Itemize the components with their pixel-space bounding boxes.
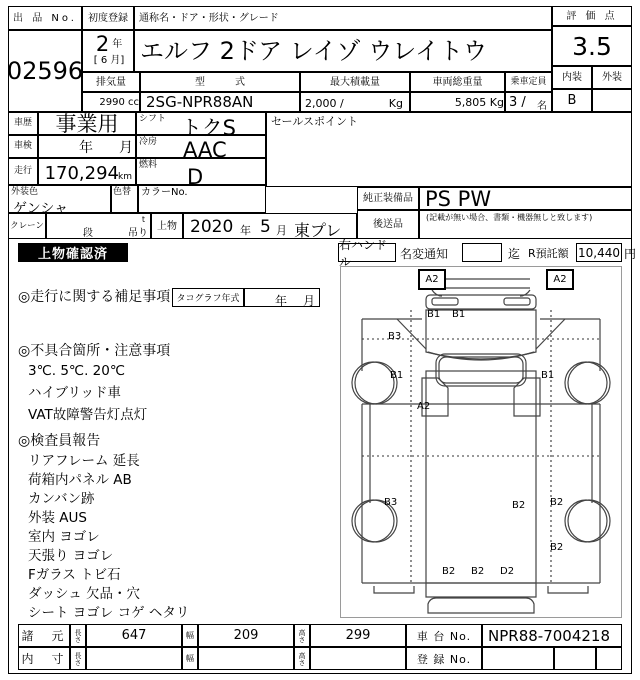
interior-value: B [567, 92, 577, 108]
ac-label: 冷房 [139, 137, 158, 147]
chassis-no-value-cell [482, 624, 622, 647]
lot-no-header-cell [8, 6, 82, 30]
body-label: 上物 [157, 220, 177, 232]
first-reg-label-cell [82, 6, 134, 30]
ac-cell [136, 135, 266, 162]
exterior-label: 外装 [602, 72, 622, 83]
body-maker: 東プレ [294, 221, 342, 240]
handle-value: 右ハンドル [339, 237, 388, 269]
lot-no-label: 出 品 No. [13, 12, 77, 24]
model-name-label-cell [134, 6, 552, 30]
inner-width-label-cell [182, 647, 198, 670]
gross-weight-value-cell [410, 92, 505, 112]
damage-code: B2 [550, 497, 564, 508]
spec-height-value: 299 [345, 628, 371, 643]
damage-code: B3 [388, 331, 402, 342]
inner-length-value [87, 648, 181, 669]
exterior-value [593, 90, 631, 111]
gross-weight-value: 5,805 Kg [454, 95, 504, 109]
damage-mark-boxed [418, 269, 446, 290]
capacity-value: 3 / [509, 95, 526, 110]
inner-width-value [199, 648, 293, 669]
first-reg-year-row [83, 33, 135, 55]
color-no-label: カラーNo. [141, 187, 188, 198]
exterior-label-cell [592, 66, 632, 89]
deposit-label: R預託額 [528, 247, 569, 260]
body-confirmed-badge: 上物確認済 [18, 243, 128, 262]
registration-no-label: 登 録 No. [416, 652, 472, 666]
damage-mark [471, 566, 484, 577]
defects-list [28, 362, 308, 428]
equipment-value: PS PW [425, 186, 492, 211]
max-load-value: 2,000 / [305, 97, 344, 110]
body-month: 5 [260, 217, 271, 237]
spec-height-value-cell [310, 624, 406, 647]
damage-code: B2 [471, 566, 485, 577]
registration-no-value [483, 648, 558, 669]
tacho-value-cell [244, 288, 320, 307]
spec-width-value-cell [198, 624, 294, 647]
chassis-no-label: 車 台 No. [416, 629, 472, 643]
inspector-line: カンバン跡 [28, 491, 95, 507]
damage-code: A2 [425, 274, 439, 285]
damage-mark [541, 370, 554, 381]
history-value-cell [38, 112, 136, 135]
spec-length-label-cell [70, 624, 86, 647]
damage-mark [417, 401, 430, 412]
model-name-value: エルフ 2ドア レイゾ ウレイトウ [140, 36, 488, 65]
spec-label-cell [18, 624, 70, 647]
first-reg-year: 2 [95, 32, 110, 56]
mileage-value: 170,294 [44, 163, 119, 184]
sales-point-label: セールスポイント [271, 115, 359, 128]
defect-line: VAT故障警告灯点灯 [28, 407, 148, 423]
capacity-label-cell [505, 72, 552, 92]
equipment-value-cell [419, 187, 632, 210]
model-name-label: 通称名・ドア・形状・グレード [139, 12, 279, 24]
name-change-value [463, 244, 501, 261]
crane-label: クレーン [10, 220, 44, 231]
inner-label-cell [18, 647, 70, 670]
tacho-label: タコグラフ年式 [176, 294, 240, 304]
damage-code: A2 [417, 401, 431, 412]
name-change-label-text: 名変通知 [400, 247, 449, 261]
color-no-cell [138, 185, 266, 213]
first-reg-month: [ 6 月] [93, 55, 125, 66]
inspection-month: 月 [119, 140, 133, 156]
gross-weight-label: 車両総重量 [432, 76, 483, 88]
registration-extra-cell-1 [554, 647, 596, 670]
spec-length-label: 長さ [74, 628, 82, 643]
color-value: ゲンシャ [13, 201, 69, 217]
inspector-title: ◎検査員報告 [18, 433, 101, 449]
fuel-label: 燃料 [139, 160, 158, 170]
mileage-note-title: ◎走行に関する補足事項 [18, 289, 171, 305]
tacho-year: 年 [275, 294, 288, 308]
inspector-line: リアフレーム 延長 [28, 453, 140, 469]
grade-label: 評 価 点 [566, 10, 618, 22]
displacement-value-cell [82, 92, 140, 112]
inner-height-label-cell [294, 647, 310, 670]
fuel-value: D [187, 165, 204, 189]
inner-height-value-cell [310, 647, 406, 670]
damage-code: B1 [427, 309, 441, 320]
spec-height-label-cell [294, 624, 310, 647]
first-reg-label: 初度登録 [88, 12, 128, 24]
grade-label-cell [552, 6, 632, 26]
inspector-line: 外装 AUS [28, 510, 87, 526]
deposit-value: 10,440 [578, 245, 620, 260]
inspector-line: シート ヨゴレ コゲ ヘタリ [28, 605, 190, 621]
capacity-label: 乗車定員 [510, 76, 547, 87]
lot-no-value-cell [8, 30, 82, 112]
type-label: 型 式 [195, 76, 245, 88]
inner-length-value-cell [86, 647, 182, 670]
damage-mark [550, 497, 563, 508]
type-value: 2SG-NPR88AN [146, 93, 254, 111]
damage-code: B2 [550, 542, 564, 553]
spec-label: 諸 元 [21, 629, 67, 643]
damage-mark [452, 309, 465, 320]
spec-width-label: 幅 [186, 631, 194, 640]
spec-width-label-cell [182, 624, 198, 647]
later-ship-note: (記載が無い場合、書類・機器無しと致します) [426, 213, 593, 222]
damage-mark [500, 566, 514, 577]
history-value: 事業用 [55, 111, 119, 136]
equipment-label: 純正装備品 [363, 193, 413, 204]
shift-label: シフト [139, 114, 167, 124]
defect-line: ハイブリッド車 [28, 385, 122, 401]
displacement-label: 排気量 [96, 76, 126, 88]
mileage-unit: km [118, 172, 132, 182]
shift-cell [136, 112, 266, 140]
damage-code: B2 [512, 500, 526, 511]
max-load-label-cell [300, 72, 410, 92]
gross-weight-label-cell [410, 72, 505, 92]
crane-value-cell [46, 213, 151, 239]
tacho-month: 月 [303, 294, 316, 308]
displacement-label-cell [82, 72, 140, 92]
damage-mark [550, 542, 563, 553]
first-reg-value-cell [82, 30, 134, 72]
grade-value: 3.5 [572, 31, 612, 61]
damage-code: D2 [500, 566, 515, 577]
damage-code: B3 [384, 497, 398, 508]
inner-label: 内 寸 [21, 652, 67, 666]
defect-line: 3℃. 5℃. 20℃ [28, 363, 126, 379]
interior-label-cell [552, 66, 592, 89]
inner-width-value-cell [198, 647, 294, 670]
damage-mark [390, 370, 403, 381]
spec-length-value: 647 [121, 628, 147, 643]
capacity-unit: 名 [537, 101, 547, 112]
ac-value: AAC [183, 138, 227, 162]
color-change-cell [111, 185, 138, 213]
inspector-line: ダッシュ 欠品・穴 [28, 586, 141, 602]
mileage-label-cell [8, 158, 38, 185]
inspector-line: 天張り ヨゴレ [28, 548, 114, 564]
until-label: 迄 [508, 247, 521, 261]
model-name-value-cell [134, 30, 552, 72]
exterior-value-cell [592, 89, 632, 112]
later-ship-value-cell [419, 210, 632, 239]
chassis-no-value: NPR88-7004218 [488, 626, 610, 645]
deposit-value-cell [576, 243, 622, 262]
type-value-cell [140, 92, 300, 112]
handle-cell [338, 237, 396, 269]
damage-mark [512, 500, 525, 511]
crane-lift-unit: t [142, 215, 145, 224]
displacement-value: 2990 cc [99, 96, 139, 108]
registration-no-label-cell [406, 647, 482, 670]
deposit-unit: 円 [624, 247, 637, 261]
mileage-value-cell [38, 158, 136, 185]
spec-width-value: 209 [233, 628, 259, 643]
crane-lift-label: 吊り [128, 228, 148, 239]
inspector-line: 荷箱内パネル AB [28, 472, 132, 488]
inspection-value-cell [38, 135, 136, 158]
shift-value: トクS [181, 116, 236, 140]
name-change-input[interactable] [462, 243, 502, 262]
inspection-year: 年 [79, 140, 93, 156]
inner-length-label: 長さ [74, 651, 82, 666]
crane-stage-label: 段 [83, 228, 93, 239]
color-label: 外装色 [11, 187, 39, 197]
tacho-label-cell [172, 288, 244, 307]
damage-code: A2 [553, 274, 567, 285]
max-load-label: 最大積載量 [330, 76, 380, 88]
body-year: 2020 [190, 217, 234, 237]
body-value-cell [183, 213, 357, 239]
history-label: 車歴 [13, 118, 32, 128]
damage-mark [442, 566, 455, 577]
sales-point-cell [266, 112, 632, 187]
body-month-unit: 月 [276, 224, 287, 237]
inner-length-label-cell [70, 647, 86, 670]
mileage-label: 走行 [13, 166, 32, 176]
registration-no-value-cell [482, 647, 554, 670]
spec-height-label: 高さ [298, 628, 306, 643]
inner-height-value [311, 648, 405, 669]
later-ship-label: 後送品 [373, 219, 403, 230]
inner-height-label: 高さ [298, 651, 306, 666]
max-load-value-cell [300, 92, 410, 112]
max-load-unit: Kg [388, 97, 403, 110]
damage-code: B1 [541, 370, 555, 381]
inner-width-label: 幅 [186, 654, 194, 663]
fuel-cell [136, 158, 266, 189]
defects-title: ◎不具合箇所・注意事項 [18, 343, 171, 359]
body-year-unit: 年 [240, 224, 251, 237]
inspector-list [28, 452, 318, 623]
history-label-cell [8, 112, 38, 135]
damage-code: B2 [442, 566, 456, 577]
damage-code: B1 [452, 309, 466, 320]
interior-label: 内装 [562, 72, 582, 83]
inspection-label-cell [8, 135, 38, 158]
name-change-label [400, 245, 462, 261]
color-cell [8, 185, 111, 217]
registration-extra-cell-2 [596, 647, 622, 670]
interior-value-cell [552, 89, 592, 112]
capacity-value-cell [505, 92, 552, 112]
inspection-label: 車検 [13, 141, 32, 151]
body-label-cell [151, 213, 183, 239]
inspector-line: 室内 ヨゴレ [28, 529, 100, 545]
lot-no-value: 02596 [6, 56, 84, 85]
crane-label-cell [8, 213, 46, 239]
color-change-label: 色替 [113, 187, 132, 197]
damage-mark [427, 309, 440, 320]
first-reg-year-unit: 年 [112, 38, 123, 50]
inspector-line: Fガラス トビ石 [28, 567, 121, 583]
equipment-label-cell [357, 187, 419, 210]
damage-code: B1 [390, 370, 404, 381]
type-label-cell [140, 72, 300, 92]
grade-value-cell [552, 26, 632, 66]
damage-mark [384, 497, 397, 508]
damage-mark [388, 331, 401, 342]
damage-mark-boxed [546, 269, 574, 290]
spec-length-value-cell [86, 624, 182, 647]
chassis-no-label-cell [406, 624, 482, 647]
